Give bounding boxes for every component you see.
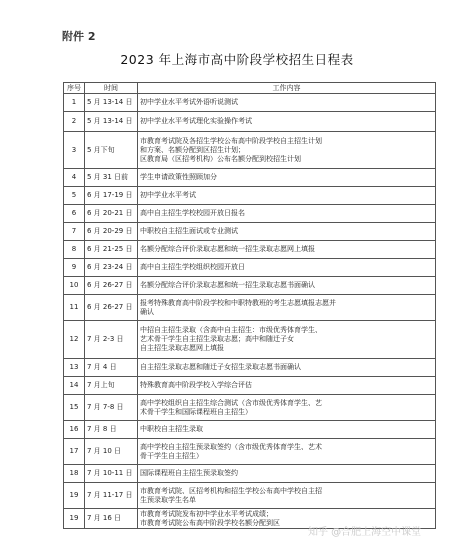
row-number: 3: [64, 132, 85, 169]
table-row: [64, 112, 436, 132]
content-line: 市教育考试院公布高中阶段学校名额分配到区: [140, 518, 280, 527]
row-content: [138, 169, 436, 187]
content-line: 国际课程班自主招生预录取签约: [140, 469, 238, 477]
document-title: 2023 年上海市高中阶段学校招生日程表: [120, 52, 354, 67]
content-line: 高中学校自主招生预录取签约（含市级优秀体育学生、艺术: [140, 442, 322, 451]
content-line: 中职校自主招生录取: [140, 425, 203, 433]
row-content: [138, 439, 436, 465]
content-line: 报考特殊教育高中阶段学校和中职特教班的考生志愿填报志愿并: [140, 298, 336, 307]
row-date: 7 月 10-11 日: [85, 465, 138, 483]
row-number: 7: [64, 223, 85, 241]
row-content: [138, 465, 436, 483]
content-line: 学生申请政策性照顾加分: [140, 173, 217, 181]
content-line: 和方案、名额分配到区招生计划；: [140, 145, 245, 154]
table-row: [64, 483, 436, 509]
row-date: 6 月 20-29 日: [85, 223, 138, 241]
row-number: 12: [64, 321, 85, 359]
content-line: 中职校自主招生面试或专业测试: [140, 227, 238, 235]
table-row: [64, 241, 436, 259]
table-row: [64, 439, 436, 465]
row-date: 6 月 26-27 日: [85, 277, 138, 295]
row-date: 7 月 16 日: [85, 509, 138, 529]
table-row: [64, 277, 436, 295]
content-line: 高中学校组织自主招生综合测试（含市级优秀体育学生、艺: [140, 398, 322, 407]
row-date: 7 月 4 日: [85, 359, 138, 377]
content-line: 高中自主招生学校校园开放日报名: [140, 209, 245, 217]
content-line: 确认: [140, 307, 154, 316]
content-line: 术骨干学生和国际课程班自主招生）: [140, 407, 252, 416]
table-row: [64, 321, 436, 359]
row-content: [138, 112, 436, 132]
row-number: 14: [64, 377, 85, 395]
row-number: 19: [64, 509, 85, 529]
row-content: [138, 94, 436, 112]
content-line: 初中学业水平考试外语听说测试: [140, 98, 238, 106]
attachment-label: 附件 2: [62, 30, 96, 43]
row-number: 16: [64, 421, 85, 439]
row-date: 7 月 2-3 日: [85, 321, 138, 359]
table-row: [64, 465, 436, 483]
row-number: 9: [64, 259, 85, 277]
table-row: [64, 169, 436, 187]
table-row: [64, 187, 436, 205]
row-number: 15: [64, 395, 85, 421]
content-line: 中招自主招生录取（含高中自主招生：市级优秀体育学生、: [140, 326, 322, 334]
content-line: 艺术骨干学生自主招生录取志愿；高中和随迁子女: [140, 335, 294, 343]
row-number: 17: [64, 439, 85, 465]
content-line: 区教育局（区招考机构）公布名额分配到校招生计划: [140, 154, 301, 163]
row-date: 7 月 11-17 日: [85, 483, 138, 509]
row-number: 18: [64, 465, 85, 483]
table-row: [64, 94, 436, 112]
table-row: [64, 395, 436, 421]
content-line: 自主招生录取志愿网上填报: [140, 344, 224, 352]
row-date: 7 月 7-8 日: [85, 395, 138, 421]
content-line: 名额分配综合评价录取志愿和统一招生录取志愿网上填报: [140, 245, 315, 253]
table-row: [64, 205, 436, 223]
row-date: 7 月上旬: [85, 377, 138, 395]
row-date: 5 月下旬: [85, 132, 138, 169]
content-line: 高中自主招生学校组织校园开放日: [140, 263, 245, 271]
content-line: 自主招生录取志愿和随迁子女招生录取志愿书面确认: [140, 363, 301, 371]
schedule-table: [63, 82, 436, 529]
table-row: [64, 421, 436, 439]
row-date: 6 月 23-24 日: [85, 259, 138, 277]
row-number: 1: [64, 94, 85, 112]
table-header-row: [64, 83, 436, 94]
row-date: 5 月 13-14 日: [85, 112, 138, 132]
content-line: 名额分配综合评价录取志愿和统一招生录取志愿书面确认: [140, 281, 315, 289]
table-row: [64, 295, 436, 321]
content-line: 市教育考试院发布初中学业水平考试成绩；: [140, 509, 273, 518]
content-line: 市教育考试院及各招生学校公布高中阶段学校自主招生计划: [140, 136, 322, 145]
row-date: 5 月 13-14 日: [85, 94, 138, 112]
row-number: 19: [64, 483, 85, 509]
row-date: 6 月 20-21 日: [85, 205, 138, 223]
content-line: 初中学业水平考试: [140, 191, 196, 199]
row-number: 4: [64, 169, 85, 187]
content-line: 初中学业水平考试理化实验操作考试: [140, 117, 252, 125]
row-content: [138, 395, 436, 421]
row-content: [138, 295, 436, 321]
row-date: 6 月 21-25 日: [85, 241, 138, 259]
header-date: 时间: [85, 83, 138, 94]
header-number: 序号: [64, 83, 85, 94]
table-row: [64, 377, 436, 395]
row-content: [138, 483, 436, 509]
row-date: 6 月 17-19 日: [85, 187, 138, 205]
row-content: [138, 241, 436, 259]
row-date: 7 月 10 日: [85, 439, 138, 465]
table-row: [64, 132, 436, 169]
content-line: 生预录取学生名单: [140, 495, 196, 504]
table-row: [64, 359, 436, 377]
row-date: 6 月 26-27 日: [85, 295, 138, 321]
row-number: 13: [64, 359, 85, 377]
row-number: 6: [64, 205, 85, 223]
table-row: [64, 259, 436, 277]
row-date: 5 月 31 日前: [85, 169, 138, 187]
row-date: 7 月 8 日: [85, 421, 138, 439]
table-row: [64, 223, 436, 241]
row-content: [138, 205, 436, 223]
content-line: 市教育考试院、区招考机构和招生学校公布高中学校自主招: [140, 486, 322, 495]
row-content: [138, 187, 436, 205]
content-line: 骨干学生自主招生）: [140, 451, 203, 460]
row-number: 10: [64, 277, 85, 295]
row-content: [138, 377, 436, 395]
row-content: [138, 359, 436, 377]
content-line: 特殊教育高中阶段学校入学综合评估: [140, 381, 252, 389]
row-content: [138, 223, 436, 241]
row-content: [138, 321, 436, 359]
row-number: 2: [64, 112, 85, 132]
row-content: [138, 277, 436, 295]
row-content: [138, 259, 436, 277]
row-content: [138, 132, 436, 169]
watermark-text: 知乎 @合肥上海空中课堂: [308, 527, 422, 538]
row-number: 11: [64, 295, 85, 321]
row-number: 5: [64, 187, 85, 205]
header-content: 工作内容: [138, 83, 436, 94]
row-number: 8: [64, 241, 85, 259]
row-content: [138, 421, 436, 439]
